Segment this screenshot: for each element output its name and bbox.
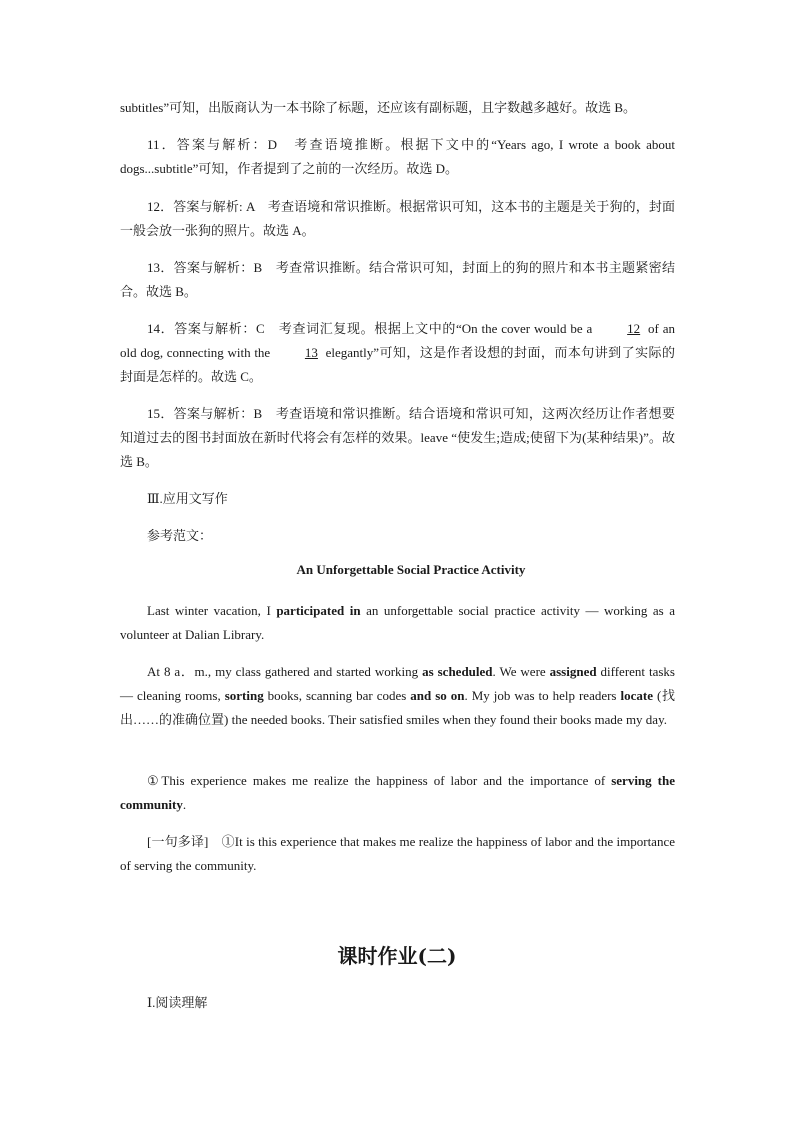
- essay-text: .: [182, 797, 187, 812]
- blank-12: 12: [627, 321, 641, 336]
- essay-text: an unforgettable social practice activity — working as a volunteer at Dalian Library.: [120, 603, 675, 642]
- essay-text: books, scanning bar codes: [263, 688, 411, 703]
- answer-14-text: of an old dog, connecting with the: [120, 321, 675, 360]
- key-phrase: locate: [620, 688, 653, 703]
- homework-title: 课时作业(二): [337, 944, 457, 968]
- essay-alternative-translation: [一句多译] ①It is this experience that makes me realize the happiness of labor and the importance of serving the community.: [120, 834, 675, 873]
- essay-paragraph-1: [120, 599, 675, 647]
- essay-text: different tasks — cleaning rooms,: [120, 664, 675, 703]
- answer-13: 13．答案与解析：B 考查常识推断。结合常识可知，封面上的狗的照片和本书主题紧密结合。故选 B。: [120, 260, 675, 299]
- answer-14-text: elegantly”可知，这是作者设想的封面，而本句讲到了实际的封面是怎样的。故选 C。: [120, 345, 675, 384]
- sample-essay-label: 参考范文：: [147, 528, 213, 543]
- answer-10-continuation: subtitles”可知，出版商认为一本书除了标题，还应该有副标题，且字数越多越好。故选 B。: [120, 100, 637, 115]
- essay-text: Last winter vacation, I: [147, 603, 277, 618]
- answer-14: [120, 317, 675, 389]
- key-phrase: participated in: [276, 603, 361, 618]
- essay-paragraph-3: [120, 769, 675, 817]
- essay-text: . My job was to help readers: [464, 688, 621, 703]
- essay-paragraph-2: [120, 660, 675, 732]
- essay-text: ①This experience makes me realize the happiness of labor and the importance of: [147, 773, 612, 788]
- key-phrase: serving the community: [120, 773, 675, 812]
- essay-text: . We were: [492, 664, 550, 679]
- key-phrase: sorting: [224, 688, 264, 703]
- answer-11: 11．答案与解析：D 考查语境推断。根据下文中的“Years ago, I wrote a book about dogs...subtitle”可知，作者提到了之前的一次经历。故选 D。: [120, 137, 675, 176]
- essay-title: An Unforgettable Social Practice Activity: [296, 562, 526, 577]
- key-phrase: assigned: [549, 664, 597, 679]
- key-phrase: and so on: [410, 688, 465, 703]
- blank-13: 13: [304, 345, 318, 360]
- section-heading-writing: Ⅲ.应用文写作: [147, 491, 228, 506]
- key-phrase: as scheduled: [422, 664, 493, 679]
- answer-15: 15．答案与解析：B 考查语境和常识推断。结合语境和常识可知，这两次经历让作者想要知道过去的图书封面放在新时代将会有怎样的效果。leave “使发生;造成;使留下为(某种结果)”。故选 B。: [120, 406, 675, 469]
- essay-text: (找出……的准确位置) the needed books. Their satisfied smiles when they found their books made my day.: [120, 688, 675, 727]
- essay-text: At 8 a．m., my class gathered and started working: [147, 664, 423, 679]
- answer-14-text: 14．答案与解析：C 考查词汇复现。根据上文中的“On the cover would be a: [147, 321, 597, 336]
- section-heading-reading: Ⅰ.阅读理解: [147, 995, 208, 1010]
- answer-12: 12．答案与解析: A 考查语境和常识推断。根据常识可知，这本书的主题是关于狗的，封面一般会放一张狗的照片。故选 A。: [120, 199, 675, 238]
